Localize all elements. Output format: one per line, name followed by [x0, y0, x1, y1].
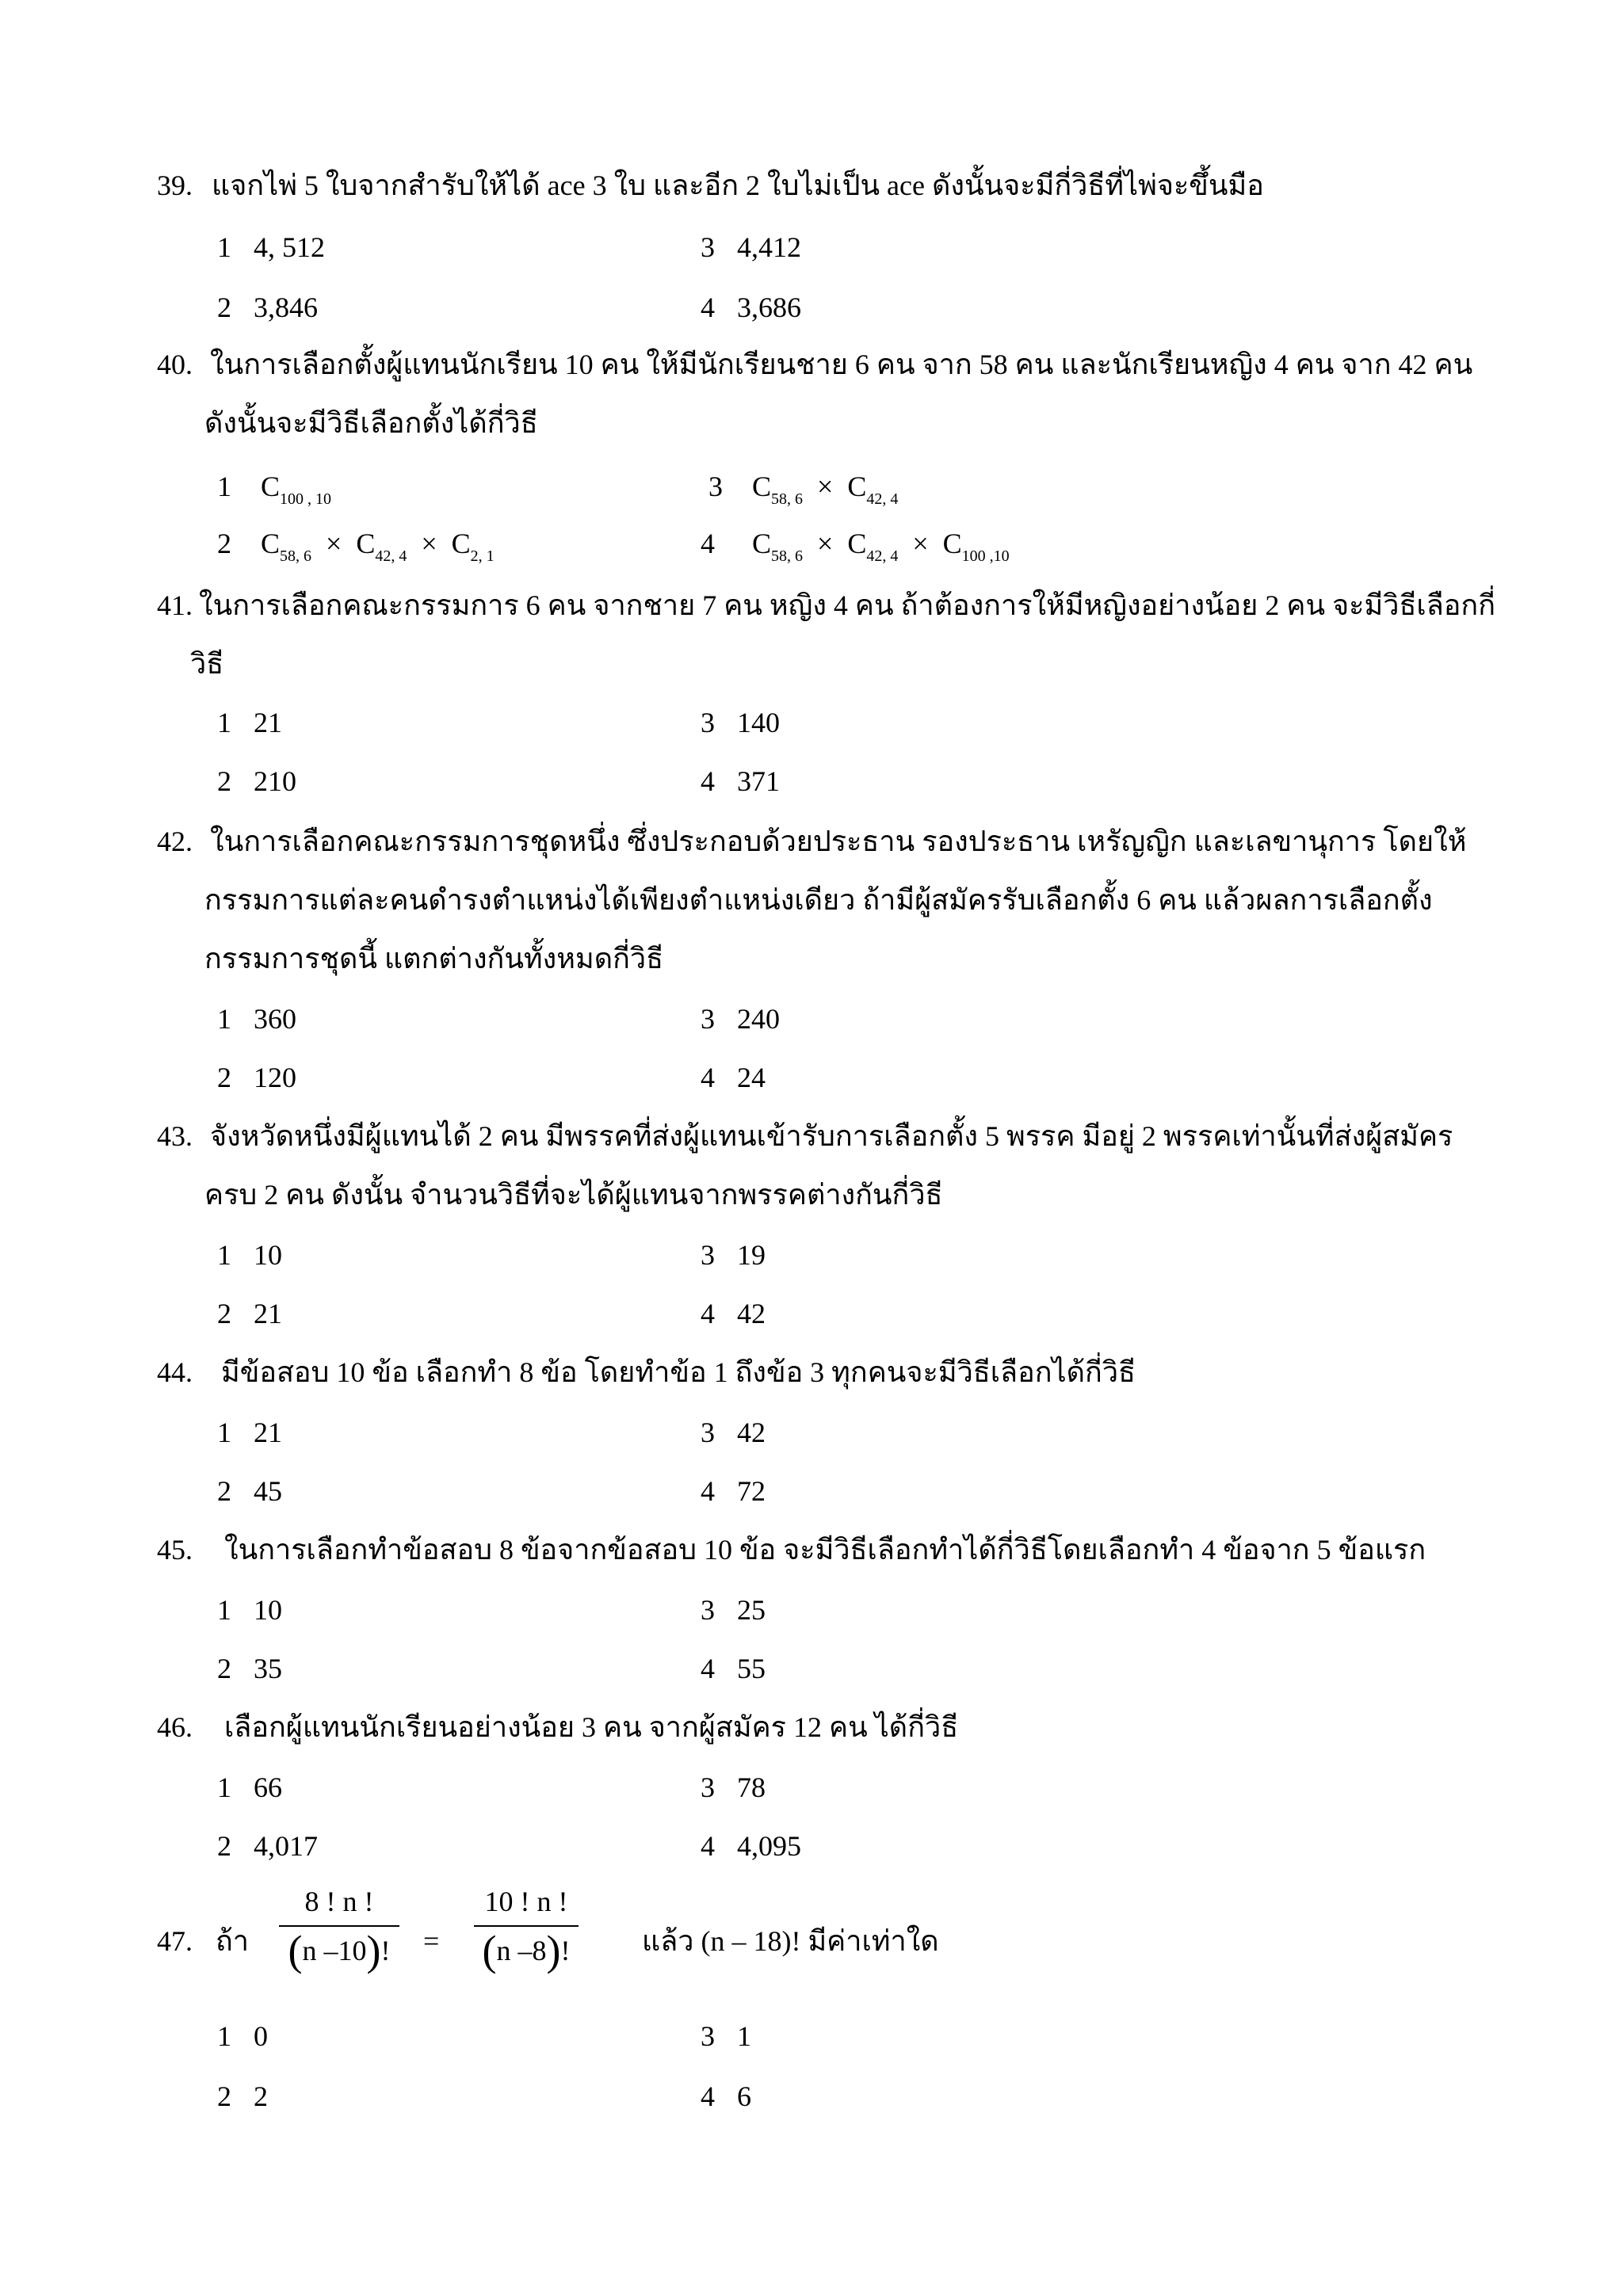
question-text: ในการเลือกตั้งผู้แทนนักเรียน 10 คน ให้มีนักเรียนชาย 6 คน จาก 58 คน และนักเรียนหญิง 4 คน จาก 42 คน	[210, 349, 1473, 380]
option[interactable]: 4 3,686	[701, 292, 801, 323]
times-symbol: ×	[421, 528, 437, 559]
question-number: 46.	[157, 1711, 193, 1743]
question-47-prefix: ถ้า	[216, 1925, 250, 1957]
fraction-1	[279, 1882, 399, 1974]
option[interactable]: 4 42	[701, 1298, 766, 1329]
question-47-number: 47.	[157, 1925, 193, 1957]
option[interactable]: 3 42	[701, 1417, 766, 1448]
option[interactable]: 1 $C_{100 , 10}$	[217, 467, 346, 518]
combination-term: $C_{2, 1}$	[451, 528, 495, 565]
question-number: 42.	[157, 826, 193, 857]
option[interactable]: 4 72	[701, 1475, 766, 1507]
option[interactable]: 4 6	[701, 2081, 751, 2112]
question-number: 45.	[157, 1534, 193, 1566]
option[interactable]: 1 0	[217, 2020, 268, 2052]
question-40	[157, 345, 1472, 383]
question-number: 41.	[157, 589, 193, 621]
question-text: ในการเลือกคณะกรรมการชุดหนึ่ง ซึ่งประกอบด้วยประธาน รองประธาน เหรัญญิก และเลขานุการ โดยให้	[210, 826, 1467, 857]
question-41	[157, 586, 1495, 624]
option[interactable]: 1 21	[217, 707, 282, 738]
option[interactable]: 3 78	[701, 1772, 766, 1803]
combination-term: $C_{58, 6}$	[752, 528, 804, 565]
question-text: เลือกผู้แทนนักเรียนอย่างน้อย 3 คน จากผู้สมัคร 12 คน ได้กี่วิธี	[224, 1711, 959, 1743]
question-text-continued: กรรมการแต่ละคนดำรงตำแหน่งได้เพียงตำแหน่งเดียว ถ้ามีผู้สมัครรับเลือกตั้ง 6 คน แล้วผลการเลือกตั้ง	[204, 884, 1433, 916]
option[interactable]: 1 21	[217, 1417, 282, 1448]
option[interactable]: 2 210	[217, 765, 296, 797]
option[interactable]: 4 4,095	[701, 1830, 801, 1862]
combination-term: $C_{100 ,10}$	[942, 528, 1010, 565]
combination-term: $C_{42, 4}$	[847, 471, 899, 508]
option[interactable]: 2 $C_{58, 6} \times C_{42, 4} \times C_{2, 1}$	[217, 524, 509, 575]
question-number: 39.	[157, 170, 193, 201]
question-text-continued: วิธี	[190, 648, 224, 680]
question-number: 44.	[157, 1356, 193, 1388]
combination-term: $C_{100 , 10}$	[261, 471, 332, 508]
fraction-2	[474, 1882, 579, 1974]
option[interactable]: 3 $C_{58, 6} \times C_{42, 4}$	[708, 467, 912, 518]
question-39	[157, 166, 1264, 204]
combination-term: $C_{58, 6}$	[261, 528, 312, 565]
question-47-suffix: แล้ว (n – 18)! มีค่าเท่าใด	[642, 1925, 939, 1957]
option[interactable]: 1 360	[217, 1003, 296, 1035]
option[interactable]: 3 4,412	[701, 231, 801, 263]
question-text: ในการเลือกคณะกรรมการ 6 คน จากชาย 7 คน หญิง 4 คน ถ้าต้องการให้มีหญิงอย่างน้อย 2 คน จะมีวิธีเลือกกี่	[199, 589, 1495, 621]
option[interactable]: 4 24	[701, 1062, 766, 1093]
option[interactable]: 3 25	[701, 1594, 766, 1626]
question-42	[157, 822, 1466, 860]
question-text: จังหวัดหนึ่งมีผู้แทนได้ 2 คน มีพรรคที่ส่งผู้แทนเข้ารับการเลือกตั้ง 5 พรรค มีอยู่ 2 พรรคเท่านั้นที่ส่งผู้สมัคร	[210, 1120, 1453, 1152]
option[interactable]: 4 371	[701, 765, 780, 797]
combination-term: $C_{42, 4}$	[847, 528, 899, 565]
option[interactable]: 2 2	[217, 2081, 268, 2112]
combination-term: $C_{42, 4}$	[356, 528, 407, 565]
question-46	[157, 1708, 958, 1746]
question-43	[157, 1117, 1453, 1155]
option[interactable]: 3 240	[701, 1003, 780, 1035]
option[interactable]: 4 55	[701, 1653, 766, 1684]
question-text-continued: กรรมการชุดนี้ แตกต่างกันทั้งหมดกี่วิธี	[204, 943, 664, 974]
combination-term: $C_{58, 6}$	[752, 471, 804, 508]
question-text: ในการเลือกทำข้อสอบ 8 ข้อจากข้อสอบ 10 ข้อ จะมีวิธีเลือกทำได้กี่วิธีโดยเลือกทำ 4 ข้อจาก 5 ข้อแรก	[224, 1534, 1426, 1566]
question-text: แจกไพ่ 5 ใบจากสำรับให้ได้ ace 3 ใบ และอีก 2 ใบไม่เป็น ace ดังนั้นจะมีกี่วิธีที่ไพ่จะขึ้นมือ	[212, 170, 1264, 201]
option[interactable]: 1 10	[217, 1239, 282, 1271]
times-symbol: ×	[912, 528, 929, 559]
option[interactable]: 2 120	[217, 1062, 296, 1093]
question-text: มีข้อสอบ 10 ข้อ เลือกทำ 8 ข้อ โดยทำข้อ 1 ถึงข้อ 3 ทุกคนจะมีวิธีเลือกได้กี่วิธี	[221, 1356, 1136, 1388]
option[interactable]: 1 10	[217, 1594, 282, 1626]
option[interactable]: 2 45	[217, 1475, 282, 1507]
option[interactable]: 1 66	[217, 1772, 282, 1803]
option[interactable]: 3 140	[701, 707, 780, 738]
option[interactable]: 3 19	[701, 1239, 766, 1271]
option[interactable]: 1 4, 512	[217, 231, 325, 263]
question-text-continued: ครบ 2 คน ดังนั้น จำนวนวิธีที่จะได้ผู้แทนจากพรรคต่างกันกี่วิธี	[204, 1179, 943, 1211]
times-symbol: ×	[326, 528, 342, 559]
equals-sign: =	[423, 1925, 440, 1957]
question-45	[157, 1531, 1426, 1569]
question-number: 43.	[157, 1120, 193, 1152]
times-symbol: ×	[817, 471, 834, 502]
fraction-numerator: 8 ! n !	[304, 1886, 374, 1917]
times-symbol: ×	[817, 528, 834, 559]
fraction-numerator: 10 ! n !	[484, 1886, 568, 1917]
fraction-denominator: (n –8)!	[482, 1927, 571, 1974]
option[interactable]: 2 35	[217, 1653, 282, 1684]
option[interactable]: 4 $C_{58, 6} \times C_{42, 4} \times C_{100 ,10}$	[701, 524, 1024, 575]
option[interactable]: 2 3,846	[217, 292, 318, 323]
question-text-continued: ดังนั้นจะมีวิธีเลือกตั้งได้กี่วิธี	[204, 407, 538, 439]
option[interactable]: 3 1	[701, 2020, 751, 2052]
question-number: 40.	[157, 349, 193, 380]
option[interactable]: 2 21	[217, 1298, 282, 1329]
option[interactable]: 2 4,017	[217, 1830, 318, 1862]
fraction-denominator: (n –10)!	[288, 1927, 391, 1974]
question-44	[157, 1353, 1136, 1391]
